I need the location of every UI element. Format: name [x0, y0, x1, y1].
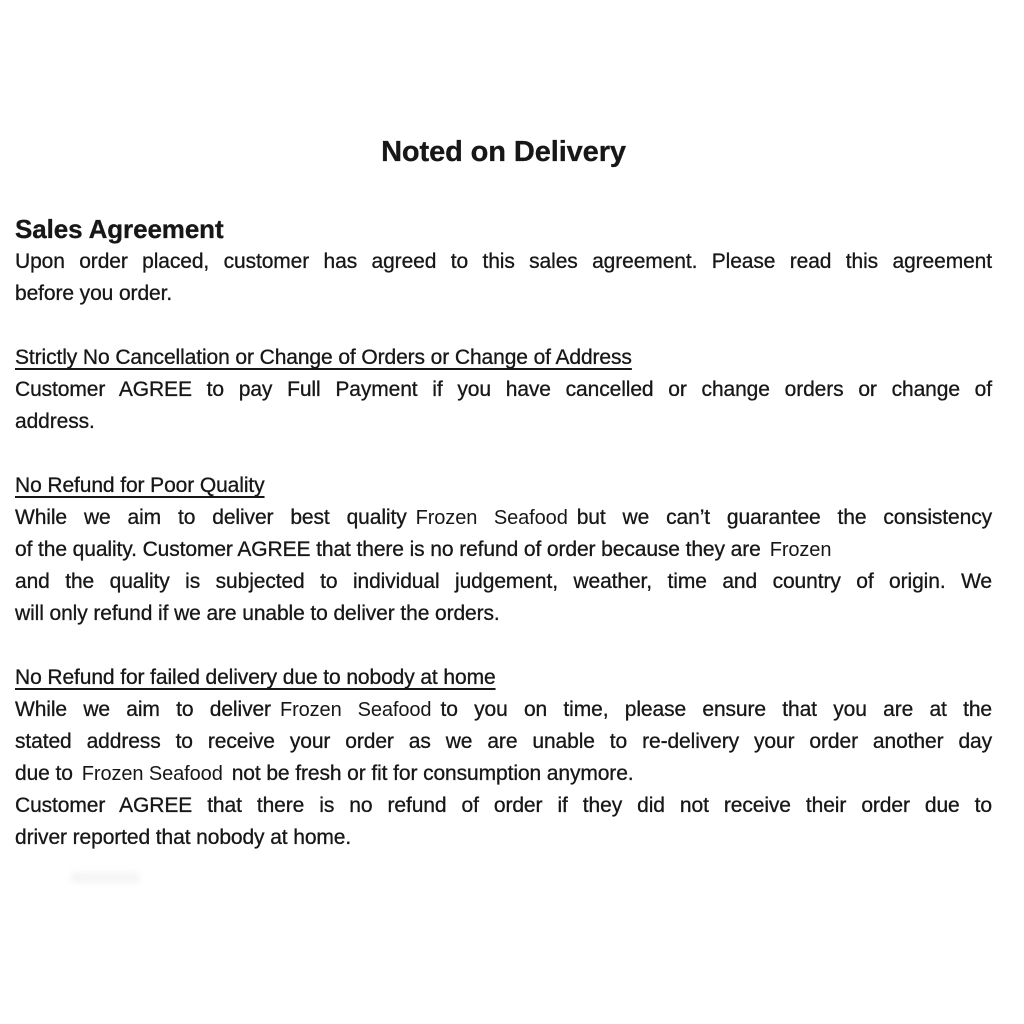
- text-line: [15, 726, 992, 758]
- text-segment: driver reported that nobody at home.: [15, 826, 352, 849]
- section: [15, 212, 992, 310]
- text-segment: While we aim to deliver: [15, 698, 271, 721]
- text-segment: Upon order placed, customer has agreed to this sales agreement. Please read this agreement: [15, 250, 992, 273]
- text-line: [15, 406, 992, 438]
- page-title: Noted on Delivery: [381, 136, 626, 168]
- text-segment: Customer AGREE to pay Full Payment if you have cancelled or change orders or change of: [15, 378, 992, 401]
- section-heading: No Refund for failed delivery due to nobody at home: [15, 666, 496, 689]
- text-segment: not be fresh or fit for consumption anymore.: [231, 762, 634, 785]
- text-line: [15, 374, 992, 406]
- section-heading: Sales Agreement: [15, 214, 224, 244]
- section: [15, 470, 992, 630]
- section: [15, 342, 992, 438]
- text-line: [15, 534, 992, 566]
- text-segment: Customer AGREE that there is no refund of order if they did not receive their order due to: [15, 794, 992, 817]
- text-segment: due to: [15, 762, 73, 785]
- text-line: [15, 566, 992, 598]
- text-segment: before you order.: [15, 282, 173, 305]
- text-segment: While we aim to deliver best quality: [15, 506, 407, 529]
- text-segment: will only refund if we are unable to deliver the orders.: [15, 602, 500, 625]
- faint-erased-text-smudge: [70, 872, 140, 883]
- text-line: [15, 246, 992, 278]
- text-line: [15, 822, 992, 854]
- alt-font-segment: Frozen Seafood: [415, 507, 568, 529]
- paragraph: [15, 694, 992, 790]
- alt-font-segment: Frozen Seafood: [279, 699, 432, 721]
- section-heading: Strictly No Cancellation or Change of Orders or Change of Address: [15, 346, 632, 369]
- paragraph: [15, 246, 992, 310]
- text-segment: to you on time, please ensure that you are at the: [440, 698, 993, 721]
- section: [15, 662, 992, 854]
- text-segment: address.: [15, 410, 95, 433]
- paragraph: [15, 790, 992, 854]
- text-line: [15, 598, 992, 630]
- paragraph: [15, 502, 992, 630]
- text-segment: and the quality is subjected to individual judgement, weather, time and country of origin. We: [15, 570, 992, 593]
- section-heading: No Refund for Poor Quality: [15, 474, 265, 497]
- text-segment: of the quality. Customer AGREE that there is no refund of order because they are: [15, 538, 761, 561]
- text-line: [15, 694, 992, 726]
- paragraph: [15, 374, 992, 438]
- alt-font-segment: Frozen Seafood: [81, 763, 223, 785]
- document-content: [0, 134, 1024, 854]
- text-line: [15, 278, 992, 310]
- alt-font-segment: Frozen: [769, 539, 832, 561]
- text-segment: but we can’t guarantee the consistency: [576, 506, 992, 529]
- text-line: [15, 758, 992, 790]
- text-segment: stated address to receive your order as we are unable to re-delivery your order another day: [15, 730, 992, 753]
- text-line: [15, 502, 992, 534]
- text-line: [15, 790, 992, 822]
- document-body: [15, 212, 992, 854]
